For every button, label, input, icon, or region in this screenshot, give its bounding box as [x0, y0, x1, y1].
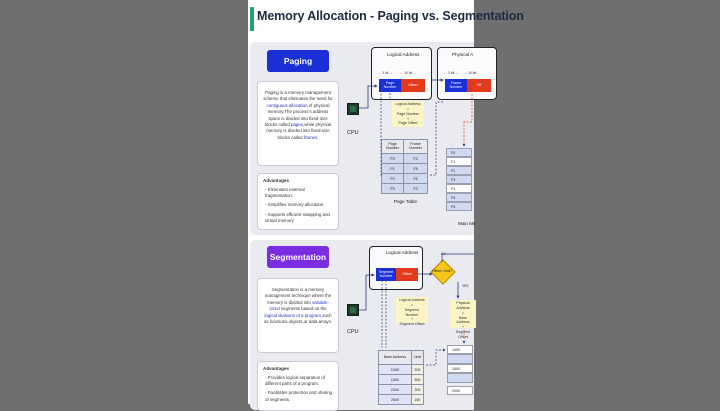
- segment-memory-cell: 1000: [447, 345, 473, 354]
- seg-desc-highlight-logical: logical divisions of a program: [264, 312, 322, 318]
- segment-table-cell: 1500: [379, 375, 412, 385]
- paging-physical-address-title: Physical A: [452, 52, 474, 57]
- formula-line: Base Address: [456, 315, 470, 325]
- seg-desc-text-2: segments based on the: [279, 306, 327, 312]
- paging-desc-highlight-contiguous: contiguous allocation: [266, 102, 308, 108]
- paging-advantage-item: - Supports efficient swapping and virtual memory: [265, 211, 330, 224]
- segmentation-advantage-item: - Provides logical separation of different parts of a program.: [265, 374, 326, 387]
- paging-desc-text-1: Paging is a memory management scheme that eliminates the need for: [263, 90, 333, 102]
- segment-memory-cell: 1500: [447, 364, 473, 373]
- segment-memory-cell: 2000: [447, 386, 473, 395]
- segmentation-advantage-item: - Facilitates protection and sharing of segments.: [265, 390, 333, 402]
- paging-advantage-item: - Eliminates external fragmentation.: [265, 186, 305, 199]
- segmentation-tag: Segmentation: [267, 246, 329, 268]
- page-table-header-cell: Page Number: [382, 140, 404, 154]
- seg-desc-text-1: Segmentation is a memory management technique where the memory is divided into: [264, 287, 332, 305]
- memory-frame-cell: F3: [446, 175, 472, 184]
- paging-desc-highlight-frames: frames: [303, 134, 318, 140]
- paging-bits-right-2: ← 10 bit: [464, 71, 477, 75]
- segment-number-pill: Segment Number: [376, 268, 396, 281]
- paging-page-number-pill: Page Number: [379, 79, 401, 92]
- page-table-header-cell: Frame Number: [404, 140, 428, 154]
- formula-line: Physical Address: [456, 301, 470, 310]
- formula-line: +: [461, 325, 465, 330]
- slide: [248, 0, 524, 404]
- segmentation-cpu-label: CPU: [347, 329, 359, 335]
- segment-table-cell: 300: [411, 375, 423, 385]
- segment-table-cell: 2500: [379, 395, 412, 405]
- memory-frame-cell: F2: [446, 166, 472, 175]
- segment-table-cell: 2000: [379, 385, 412, 395]
- segmentation-connectors: [250, 240, 474, 410]
- seg-desc-text-3: ,such as functions,objects,or data arrays.: [263, 312, 333, 324]
- formula-line: =: [406, 106, 410, 111]
- page-table-cell: F2: [404, 154, 428, 164]
- page-table-caption: Page Table: [394, 199, 417, 204]
- paging-logical-address-title: Logical Address: [387, 52, 420, 57]
- segmentation-panel: [250, 240, 474, 410]
- segment-table-cell: 1000: [379, 365, 412, 375]
- segmentation-advantages-title: Advantages: [263, 366, 290, 371]
- formula-line: Logical Address: [395, 102, 421, 106]
- paging-advantage-item: - Simplifies memory allocation.: [265, 202, 325, 208]
- paging-desc-text-4: .: [317, 134, 319, 140]
- page-table-cell: P2: [382, 174, 404, 184]
- paging-cpu-label: CPU: [347, 130, 359, 136]
- segment-table-header-cell: Base Address: [379, 351, 412, 365]
- segment-offset-pill: Offset: [396, 268, 418, 281]
- seg-desc-highlight-variable: variable-sized: [269, 299, 329, 312]
- formula-line: +: [410, 317, 414, 322]
- page-table-cell: F3: [404, 184, 428, 194]
- paging-tag: Paging: [267, 50, 329, 72]
- memory-frame-cell: F1: [446, 157, 472, 166]
- paging-panel: [250, 42, 482, 235]
- memory-frame-cell: F5: [446, 193, 472, 202]
- paging-advantages-title: Advantages: [263, 178, 290, 183]
- slide-header: [248, 0, 524, 38]
- page-table-cell: F5: [404, 164, 428, 174]
- segment-table-cell: 150: [411, 395, 423, 405]
- page-table-cell: P3: [382, 184, 404, 194]
- memory-frame-cell: F6: [446, 202, 472, 211]
- formula-line: =: [461, 310, 465, 315]
- accent-bar: [250, 7, 254, 31]
- segmentation-logical-address-title: Logical Address: [386, 250, 419, 255]
- formula-line: =: [410, 302, 414, 307]
- segment-table-cell: 200: [411, 385, 423, 395]
- formula-line: +: [406, 116, 410, 121]
- formula-line: Segment Offset: [455, 330, 471, 339]
- formula-line: Segment Number: [404, 307, 420, 317]
- memory-frame-cell: F4: [446, 184, 472, 193]
- paging-offset-pill-2: Off: [467, 79, 491, 92]
- paging-desc-text-3: ,while physical memory is divided into fixed-size blocks called: [266, 121, 332, 140]
- paging-desc-text-2: of physical memory.The process's address space is divided into fixed-size blocks called: [264, 102, 330, 127]
- page-table-cell: P1: [382, 164, 404, 174]
- paging-offset-pill: Offset: [401, 79, 425, 92]
- paging-bits-left: ← 3 bit →: [378, 71, 393, 75]
- slide-title: Memory Allocation - Paging vs. Segmentation: [257, 9, 524, 23]
- formula-line: Page Number: [396, 111, 420, 116]
- paging-bits-right: ← 10 bit →: [400, 71, 417, 75]
- main-memory-label: Main Me: [458, 221, 476, 226]
- page-table-cell: P0: [382, 154, 404, 164]
- formula-line: Logical Address: [399, 298, 425, 302]
- paging-desc-highlight-pages: pages: [291, 121, 303, 127]
- paging-connectors: [250, 42, 477, 235]
- memory-frame-cell: F0: [446, 148, 472, 157]
- paging-frame-number-pill: Frame Number: [445, 79, 467, 92]
- segment-table-cell: 200: [411, 365, 423, 375]
- page-table-cell: F6: [404, 174, 428, 184]
- formula-line: Page Offset: [398, 121, 418, 126]
- decision-no-label: NO: [441, 252, 446, 256]
- decision-yes-label: YES: [462, 284, 469, 288]
- formula-line: Segment Offset: [399, 322, 425, 327]
- offset-limit-check-text: Offset < limit?: [432, 269, 453, 273]
- segment-table-header-cell: Limit: [411, 351, 423, 365]
- paging-bits-left-2: ← 3 bit →: [444, 71, 459, 75]
